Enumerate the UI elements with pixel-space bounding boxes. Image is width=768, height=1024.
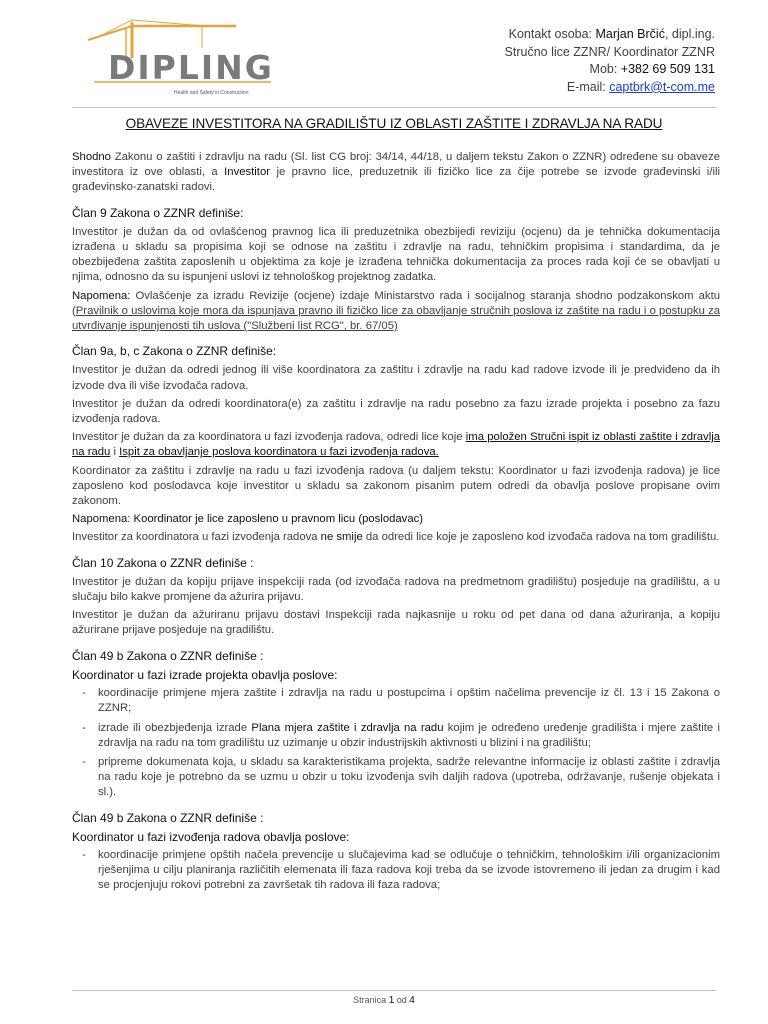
paragraph: Investitor je dužan da odredi koordinatora(e) za zaštitu i zdravlje na radu posebno za fazu izrade projekta i posebno za fazu izvođenja radova.: [72, 397, 720, 426]
logo-text: DIPLING: [108, 48, 274, 87]
company-logo: [86, 18, 286, 100]
bullet-list: [72, 686, 720, 800]
section-heading-49b-2: Član 49 b Zakona o ZZNR definiše :: [72, 810, 264, 825]
list-item: - koordinacije primjene opštih načela prevencije u slučajevima kad se odlučuje o tehničkim, tehnološkim i/ili organizacionim rješenjima u cilju planiranja različitih elemenata ili faza radova koji treba da se izvode istovremeno ili jedan za drugim i kad se procjenjuju rokovi potrebni za završetak tih radova ili faza radova;: [82, 848, 720, 892]
contact-email: E-mail: captbrk@t-com.me: [566, 79, 715, 94]
contact-person: Kontakt osoba: Marjan Brčić, dipl.ing.: [508, 27, 715, 41]
paragraph: Investitor je dužan da kopiju prijave inspekciji rada (od izvođača radova na predmetnom gradilištu) posjeduje na gradilištu, a u slučaju bilo kakve promjene da ažurira prijavu.: [72, 575, 720, 604]
page-total: 4: [409, 995, 415, 1006]
paragraph: Koordinator za zaštitu i zdravlje na radu u fazi izvođenja radova (u daljem tekstu: Koordinator u fazi izvođenja radova) je lice zaposleno kod poslodavca koje investitor u skladu sa zakonom pisanim putem odredi da obavlja poslove propisane ovim zakonom.: [72, 464, 720, 508]
email-link[interactable]: captbrk@t-com.me: [609, 79, 715, 94]
paragraph: Investitor je dužan da odredi jednog ili više koordinatora za zaštitu i zdravlje na radu kad radove izvode ili je predviđeno da ih izvode dva ili više izvođača radova.: [72, 364, 720, 392]
contact-block: [505, 26, 715, 96]
subheading: Koordinator u fazi izrade projekta obavlja poslove:: [72, 667, 338, 682]
contact-role: Stručno lice ZZNR/ Koordinator ZZNR: [504, 44, 715, 59]
subheading: Koordinator u fazi izvođenja radova obavlja poslove:: [72, 829, 350, 844]
bullet-list: [72, 848, 720, 894]
paragraph: Investitor za koordinatora u fazi izvođenja radova ne smije da odredi lice koje je zaposleno kod izvođača radova na tom gradilištu.: [72, 531, 720, 544]
page-footer: Stranica 1 od 4: [353, 995, 415, 1006]
section-heading-9: Član 9 Zakona o ZZNR definiše:: [72, 205, 244, 220]
paragraph: Investitor je dužan da za koordinatora u fazi izvođenja radova, odredi lice koje ima položen Stručni ispit iz oblasti zaštite i zdravlja na radu i Ispit za obavljanje poslova koordinatora u fazi izvođenja radova.: [72, 431, 720, 459]
section-heading-9abc: Član 9a, b, c Zakona o ZZNR definiše:: [72, 344, 277, 359]
note-paragraph: Napomena: Ovlašćenje za izradu Revizije (ocjene) izdaje Ministarstvo rada i socijalnog staranja shodno podzakonskom aktu (Pravilnik o uslovima koje mora da ispunjava pravno ili fizičko lice za obavljanje stručnih poslova iz zaštite na radu i o postupku za utvrđivanje ispunjenosti tih uslova ("Službeni list RCG", br. 67/05): [72, 289, 720, 333]
list-item: - pripreme dokumenata koja, u skladu sa karakteristikama projekta, sadrže relevantne informacije iz oblasti zaštite i zdravlja na radu koje je potrebno da se uzmu u obzir u toku izvođenja svih daljih radova (upotreba, održavanje, rušenje objekata i sl.).: [82, 755, 720, 799]
document-body: [72, 150, 720, 898]
contact-mobile: Mob: +382 69 509 131: [589, 62, 715, 77]
section-heading-49b: Član 49 b Zakona o ZZNR definiše :: [72, 648, 264, 663]
document-title: OBAVEZE INVESTITORA NA GRADILIŠTU IZ OBLASTI ZAŠTITE I ZDRAVLJA NA RADU: [125, 116, 663, 131]
page-number: 1: [388, 995, 395, 1006]
header-divider: [72, 107, 716, 108]
intro-paragraph: Shodno Zakonu o zaštiti i zdravlju na radu (Sl. list CG broj: 34/14, 44/18, u daljem tekstu Zakon o ZZNR) određene su obaveze investitora iz ove oblasti, a Investitor je pravno lice, preduzetnik ili fizičko lice za čije potrebe se izvode građevinski i/ili građevinsko-zanatski radovi.: [72, 151, 720, 194]
list-item: - izrade ili obezbjeđenja izrade Plana mjera zaštite i zdravlja na radu kojim je određeno uređenje gradilišta i mjere zaštite i zdravlja na radu na tom gradilištu uz uzimanje u obzir industrijskih aktivnosti u blizini i na gradilištu;: [82, 721, 720, 749]
regulation-reference: Pravilnik o uslovima koje mora da ispunjava pravno ili fizičko lice za obavljanje stručnih poslova iz zaštite na radu i o postupku za utvrđivanje ispunjenosti tih uslova ("Službeni list RCG", br. 67/05): [72, 304, 720, 333]
footer-divider: [72, 990, 716, 991]
logo-tagline: Health and Safety in Construction: [174, 90, 249, 96]
contact-name: Marjan Brčić: [595, 27, 665, 41]
note-paragraph: Napomena: Koordinator je lice zaposleno u pravnom licu (poslodavac): [72, 513, 424, 526]
list-item: - koordinacije primjene mjera zaštite i zdravlja na radu u postupcima i opštim načelima prevencije iz čl. 13 i 15 Zakona o ZZNR;: [82, 687, 720, 715]
paragraph: Investitor je dužan da od ovlašćenog pravnog lica ili preduzetnika obezbijedi reviziju (ocjenu) da je tehnička dokumentacija izrađena u skladu sa propisima koji se odnose na zaštitu i zdravlje na radu, tehničkim propisima i standardima, da je obezbijeđena zaštita zaposlenih u objektima za koje je izrađena tehnička dokumentacija za proces rada koji će se obavljati u njima, odnosno da su ispunjeni uslovi iz tehnološkog projektnog zadatka.: [72, 225, 720, 284]
section-heading-10: Član 10 Zakona o ZZNR definiše :: [72, 555, 254, 570]
paragraph: Investitor je dužan da ažuriranu prijavu dostavi Inspekciji rada najkasnije u roku od pet dana od dana ažuriranja, a kopiju ažurirane prijave posjeduje na gradilištu.: [72, 609, 720, 637]
